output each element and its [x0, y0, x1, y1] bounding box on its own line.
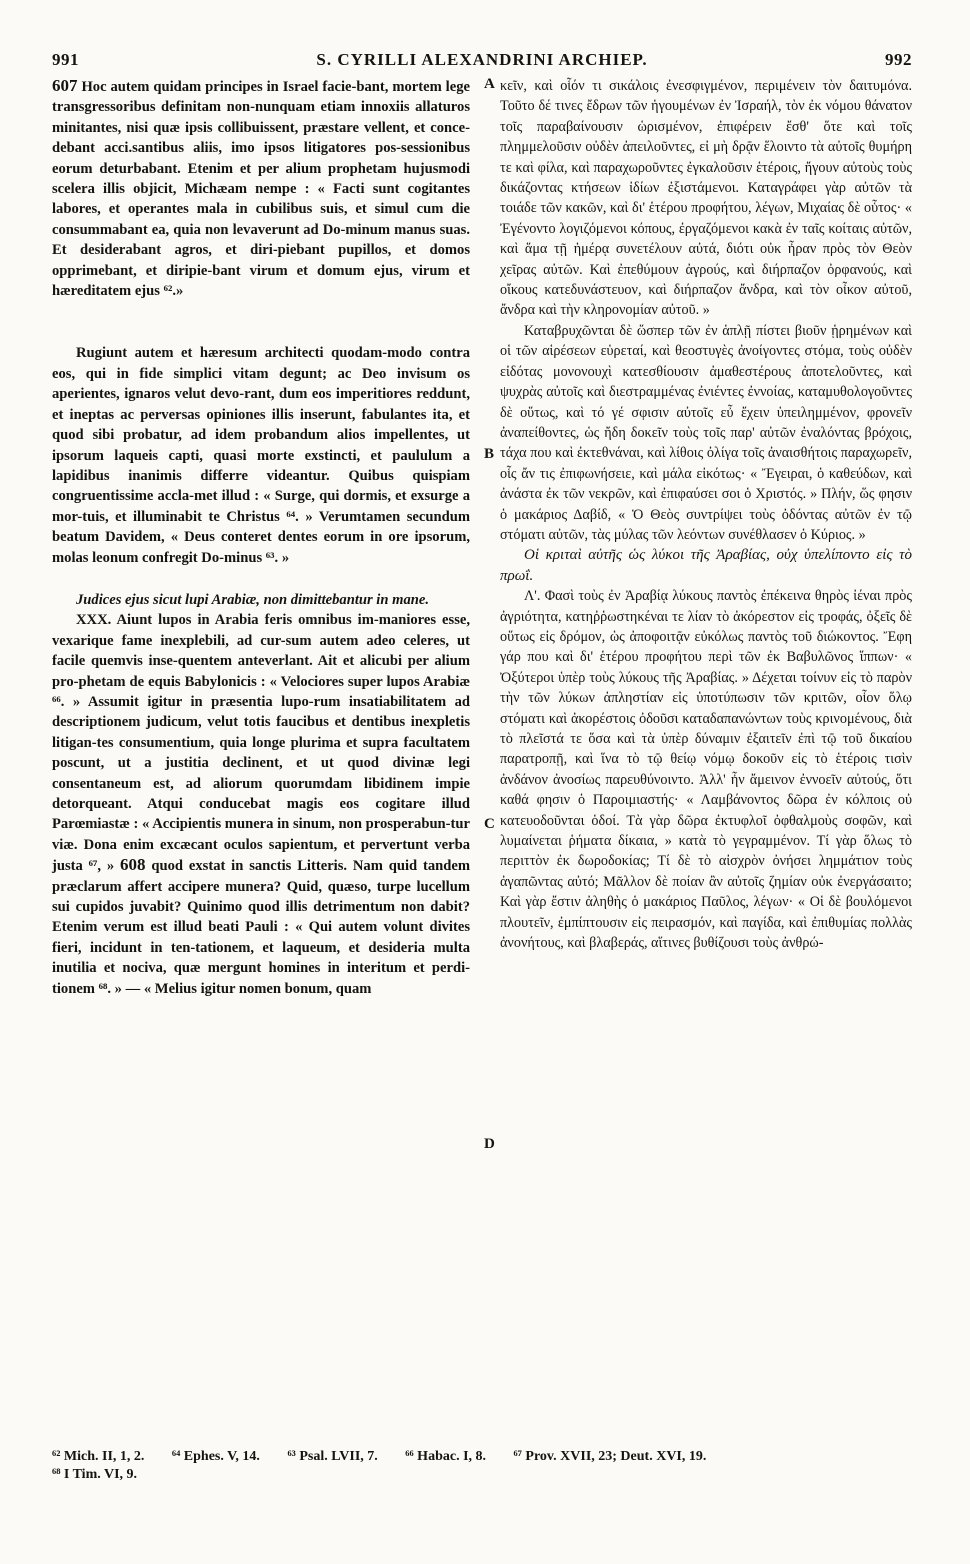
greek-paragraph-3-text: Φασὶ τοὺς ἐν Ἀραβίᾳ λύκους παντὸς ἐπέκεινα θηρὸς ἰέναι πρὸς ἀγριότητα, κατηῤῥωστηκέναι τε λίαν τὸ ἀκόρεστον εἰς τροφάς, ὀξεῖς δὲ οὕτως εἰς δρόμον, ὡς ἀποφοιτᾷν εὐκόλως παντὸς τοῦ διώκοντος. Ἔφη γάρ που καὶ δι' ἑτέρου προφήτου περὶ τῶν ἐκ Βαβυλῶνος ἵππων· « Ὀξύτεροι ὑπὲρ τοὺς λύκους τῆς Ἀραβίας. » Δέχεται τοίνυν εἰς τὸ παρὸν τὴν τῶν λύκων ἀπληστίαν εἰς ὑποτύπωσιν τῶν κριτῶν, οἷον ὅλῳ στόματι καὶ ἀκορέστοις ὀδοῦσι καταδαπανώντων τοὺς κρινομένους, διὰ τὸ πλεῖστά τε ὅσα καὶ τὰ ὑπὲρ δύναμιν ἐξαιτεῖν ἐπὶ τῷ τοῦ δικαίου παρατροπῇ, καὶ ἵνα τὸ τῷ θείῳ νόμῳ δοκοῦν εἰς τὸ ἑτέροις τισὶν ἀνδάνον ἀνοσίως παρευθύνοιντο. Ἀλλ' ἦν ἄμεινον ἐννοεῖν αὐτούς, ὅτι καθά φησιν ὁ Παροιμιαστής· « Λαμβάνοντος δῶρα ἐν κόλποις οὐ κατευοδοῦνται ὁδοί. Τὰ γὰρ δῶρα ἐκτυφλοῖ ὀφθαλμοὺς σοφῶν, καὶ λυμαίνεται ῥήματα δίκαια, » κατὰ τὸ γεγραμμένον. Τί γὰρ ὅλως τὸ περιττὸν ἐκ δωροδοκίας; Τί δὲ τὸ αἰσχρὸν ὀνήσει λημμάτιον τοὺς ἀγαπῶντας αὐτό; Μᾶλλον δὲ ποίαν ἂν αὐτοῖς ζημίαν οὐκ ἐνεργάσαιτο; Καὶ γὰρ ἔστιν ἀληθὴς ὁ μακάριος Παῦλος, λέγων· « Οἱ δὲ βουλόμενοι πλουτεῖν, ἐμπίπτουσιν εἰς πειρασμόν, καὶ παγίδα, καὶ ἐπιθυμίας πολλὰς ἀνονήτους, καὶ βλαβεράς, αἵτινες βυθίζουσι τοὺς ἀνθρώ- [500, 588, 912, 952]
spacer [52, 301, 470, 343]
latin-paragraph-3 [52, 610, 470, 999]
margin-letter-c: C [484, 816, 495, 832]
footnote-64: ⁶⁴ Ephes. V, 14. [171, 1449, 260, 1464]
latin-section-number: XXX. [76, 612, 112, 629]
latin-paragraph-2: Rugiunt autem et hæresum architecti quodam-modo contra eos, qui in fide simplici vitam degunt; ac Deo invisum os aperientes, ignaros velut devo-rant, dum eos imperitiores reddunt, et ineptas ac perversas opiniones illis inserunt, fabulantes ita, et quod sibi probatur, ad idem probandum alios impellentes, ut ipsorum laqueis capti, quasi morte exstincti, et paululum a lapidibus inanimis differre videantur. Quibus quispiam congruentissime accla-met illud : « Surge, qui dormis, et exsurge a mor-tuis, et illuminabit te Christus ⁶⁴. » Verumtamen secundum beatum Davidem, « Deus conteret dentes eorum in ore ipsorum, molas leonum confregit Do-minus ⁶³. » [52, 345, 470, 566]
footnote-66: ⁶⁶ Habac. I, 8. [405, 1449, 487, 1464]
footnote-63: ⁶³ Psal. LVII, 7. [287, 1449, 378, 1464]
latin-paragraph-1 [52, 76, 470, 301]
footnotes [52, 1448, 912, 1484]
greek-column [500, 76, 912, 953]
footnote-line-1 [52, 1448, 912, 1466]
spacer [52, 568, 470, 590]
footnote-67: ⁶⁷ Prov. XVII, 23; Deut. XVI, 19. [513, 1449, 707, 1464]
greek-section-number: Λ'. [524, 588, 541, 605]
margin-letter-d: D [484, 1136, 495, 1152]
latin-paragraph-3-text: Aiunt lupos in Arabia feris omnibus im-maniores esse, vexarique fame inexplebili, ad cur-sum autem adeo celeres, ut facile quemvis inse-quentem anteverlant. Ait et alicubi per alium pro-phetam de equis Babylonicis : « Velociores super lupos Arabiæ ⁶⁶. » Assumit igitur in præsentia lupo-rum insatiabilitatem ad descriptionem judicum, velut totis faucibus et dentibus inexpletis litigan-tes consumentium, quia longe plurima et supra facultatem poscunt, ut a justitia declinent, et ut quod divinæ legi consentaneum est, ad aliorum quorumdam libidinem impie detorqueant. Atqui conducebat magis eos cogitare illud Parœmiastæ : « Accipientis munera in sinum, non prosperabun-tur viæ. Dona enim excæcant oculos sapientum, et pervertunt verba justa ⁶⁷, » [52, 612, 471, 875]
margin-letter-a: A [484, 76, 495, 92]
latin-column [52, 76, 470, 999]
greek-paragraph-1: κεῖν, καὶ οἷόν τι σικάλοις ἐνεσφιγμένον, περιμένειν τὸν δαιτυμόνα. Τοῦτο δέ τινες ἔδρων τῶν ἡγουμένων ἐν Ἰσραήλ, τὸν ἐκ νόμου θάνατον τοῖς παραβαίνουσιν ὡρισμένον, ἐπιφέρειν ἔσθ' ὅτε καὶ τοῖς πλημμελοῦσιν οὐδὲν ἀπειλοῦντες, εἰ μὴ δρᾷν ἕλοιντο τὰ αὐτοῖς θυμήρη τε καὶ φίλα, καὶ παραχωροῦντες ἐγκαλοῦσιν ἑτέροις, ἤγουν αὐτοὺς τοὺς δικάζοντας κτήσεων ἰδίων ἐξιστάμενοι. Καταγράφει γὰρ αὐτῶν τὰ τοιάδε τῶν κακῶν, καὶ δι' ἑτέρου προφήτου, λέγων, Μιχαίας δὲ οὗτος· « Ἐγένοντο λογιζόμενοι κόπους, ἐργαζόμενοι κακὰ ἐν ταῖς κοίταις αὐτῶν, καὶ ἅμα τῇ ἡμέρᾳ συνετέλουν αὐτά, διότι οὐκ ἦραν πρὸς τὸν Θεὸν χεῖρας αὐτῶν. Καὶ ἐπεθύμουν ἀγρούς, καὶ διήρπαζον ὀρφανούς, καὶ οἴκους κατεδυνάστευον, καὶ διήρπαζον ἄνδρα, καὶ τὸν οἶκον αὐτοῦ, ἄνδρα καὶ τὴν κληρονομίαν αὐτοῦ. » [500, 78, 912, 319]
margin-letter-b: B [484, 446, 495, 462]
latin-paragraph-3-end: quod exstat in sanctis Litteris. Nam quid tandem præclarum affert accipere munera? Quid, quæso, turpe lucellum sui cupidos juvabit? Quinimo quod illis detrimentum non dabit? Etenim verum est illud beati Pauli : « Qui autem volunt divites fieri, incidunt in ten-tationem, et laqueum, et desideria multa inutilia et nociva, quæ mergunt homines in interitum et perdi-tionem ⁶⁸. » — « Melius igitur nomen bonum, quam [52, 858, 470, 997]
greek-section-heading: Οἱ κριταὶ αὐτῆς ὡς λύκοι τῆς Ἀραβίας, οὐχ ὑπελίποντο εἰς τὸ πρωΐ. [500, 547, 912, 584]
footnote-line-2 [52, 1466, 912, 1484]
latin-section-heading: Judices ejus sicut lupi Arabiæ, non dimittebantur in mane. [76, 591, 430, 608]
footnote-68: ⁶⁸ I Tim. VI, 9. [52, 1467, 138, 1482]
running-title: S. CYRILLI ALEXANDRINI ARCHIEP. [316, 50, 648, 69]
greek-paragraph-2: Καταβρυχῶνται δὲ ὥσπερ τῶν ἐν ἁπλῇ πίστει βιοῦν ᾑρημένων καὶ οἱ τῶν αἱρέσεων εὑρεταί, καὶ θεοστυγὲς ἀνοίγοντες στόμα, τοὺς οὐδὲν εἰδότας μονονουχὶ κατεσθίουσιν ἀμαθεστέρους ἀποτελοῦντες, καὶ ψυχρὰς αὐτοῖς καὶ διεστραμμένας ἐνιέντες ἐννοίας, καταμυθολογοῦντες δὲ οὕτως, καὶ τό γέ σφισιν αὐτοῖς εὖ ἔχειν ὑπειλημμένον, φρονεῖν ἀναπείθοντες, ὡς ἤδη δοκεῖν τοὺς τοῖς παρ' αὐτῶν ἐναλόντας βρόχοις, τάχα που καὶ ἐκτεθνάναι, καὶ λίθοις ὀλίγα τοῖς ἀναισθήτοις παραχωρεῖν, οἷς ἄν τις ἐπιφωνήσειε, καὶ μάλα εἰκότως· « Ἔγειραι, ὁ καθεύδων, καὶ ἀνάστα ἐκ τῶν νεκρῶν, καὶ ἐπιφαύσει σοι ὁ Χριστός. » Πλήν, ὥς φησιν ὁ μακάριος Δαβίδ, « Ὁ Θεὸς συντρίψει τοὺς ὀδόντας αὐτῶν ἐν τῷ στόματι αὐτῶν, τὰς μύλας τῶν λεόντων συνέθλασεν ὁ Κύριος. » [500, 322, 912, 543]
footnote-62: ⁶² Mich. II, 1, 2. [52, 1449, 145, 1464]
two-column-body [52, 76, 912, 1466]
latin-paragraph-1-text: Hoc autem quidam principes in Israel facie-bant, mortem lege transgressoribus definitam non-nunquam etiam innoxiis allaturos minitantes, nisi quæ ipsis collibuissent, præstare vellent, et conce-debant acci.santibus aliis, imo ipsos litigatores pos-sessionibus eorum deturbabant. Etenim et per alium prophetam hujusmodi scelera illis objicit, Michæam nempe : « Facti sunt cogitantes labores, et operantes mala in cubilibus suis, et simul cum die consummabant ea, quia non levaverunt ad Do-minum manus suas. Et desiderabant agros, et diri-piebant pupillos, et domos opprimebant, et diripie-bant virum et domum ejus, virum et hæreditatem ejus ⁶².» [52, 79, 470, 300]
column-marker-608: 608 [120, 855, 146, 875]
page-number-left: 991 [52, 50, 79, 69]
greek-paragraph-3 [500, 586, 912, 953]
page [52, 42, 912, 1522]
running-header [52, 42, 912, 76]
page-number-right: 992 [885, 50, 912, 69]
column-marker-607: 607 [52, 76, 78, 95]
